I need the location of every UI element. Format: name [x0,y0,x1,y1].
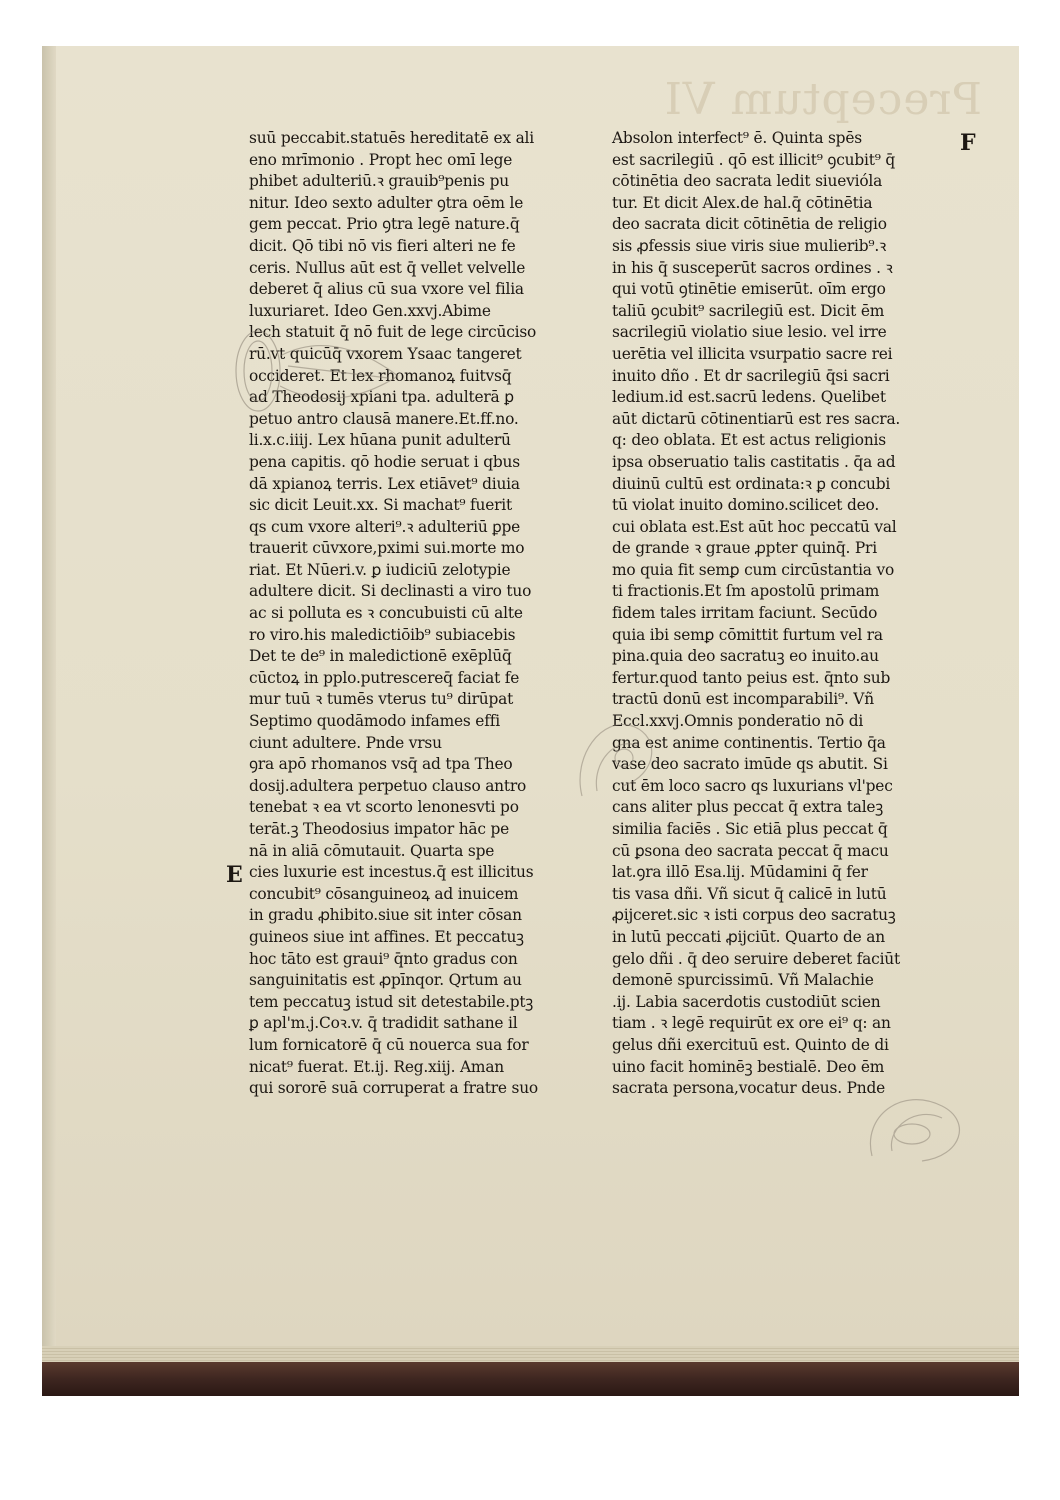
left-column-line: guineos siue int affines. Et peccatuꝫ [249,927,524,946]
text-column-left [249,128,594,1100]
right-column-line: taliū ꝯcubit⁹ sacrilegiū est. Dicit ēm [612,301,885,320]
left-column-line: gem peccat. Prio ꝯtra legē nature.q̄ [249,215,520,234]
left-column-line: Septimo quodāmodo infames effi [249,712,500,731]
left-column-line: eno mrīmonio . Propt hec omī lege [249,150,513,169]
left-column-line: suū peccabit.statuēs hereditatē ex ali [249,129,535,147]
right-column-line: ledium.id est.sacrū ledens. Quelibet [612,388,886,407]
right-column-line: .ij. Labia sacerdotis custodiūt scien [612,992,881,1011]
right-column-line: sacrilegiū violatio siue lesio. vel irre [612,323,887,342]
right-column-line: tur. Et dicit Alex.de hal.q̄ cōtinētia [612,193,873,212]
left-column-line: ac si polluta es ꝛ concubuisti cū alte [249,604,523,623]
left-column-line: lum fornicatorē q̄ cū nouerca sua for [249,1035,529,1054]
marginal-letter-left: E [226,862,243,888]
page-edges-bottom [42,1346,1019,1362]
page [42,46,1019,1361]
right-column-line: tractū donū est incomparabili⁹. Vñ [612,690,874,709]
right-column-line: sis ꝓfessis siue viris siue mulierib⁹.ꝛ [612,236,887,255]
left-column-line: in gradu ꝓhibito.siue sit inter cōsan [249,906,522,925]
right-column-line: gna est anime continentis. Tertio q̄a [612,733,886,752]
left-column-line: Det te de⁹ in maledictionē exēplūq̄ [249,647,512,666]
left-column-line: ciunt adultere. Pnde vrsu [249,733,442,752]
left-column-line: deberet q̄ alius cū sua vxore vel filia [249,280,524,299]
right-column-line: qui votū ꝯtinētie emiserūt. oīm ergo [612,280,886,299]
right-column-line: fertur.quod tanto peius est. q̄nto sub [612,668,891,687]
right-column-line: quia ibi semꝑ cōmittit furtum vel ra [612,625,883,644]
left-column-line: cies luxurie est incestus.q̄ est illicitus [249,863,534,882]
left-column-line: mur tuū ꝛ tumēs vterus tu⁹ dirūpat [249,690,514,709]
left-column-line: petuo antro clausā manere.Et.ff.no. [249,409,519,428]
right-column-line: cū ꝑsona deo sacrata peccat q̄ macu [612,841,889,860]
left-column-line: phibet adulteriū.ꝛ grauib⁹penis pu [249,172,509,191]
left-column-line: nitur. Ideo sexto adulter ꝯtra oēm le [249,193,524,212]
right-column-line: mo quia fit semꝑ cum circūstantia vo [612,560,895,579]
left-column-line: pena capitis. qō hodie seruat i qbus [249,452,520,471]
right-column-line: gelo dñi . q̄ deo seruire deberet faciūt [612,949,900,968]
left-column-line: concubit⁹ cōsanguineoꝝ ad inuicem [249,884,519,903]
right-column-line: tū violat inuito domino.scilicet deo. [612,496,880,515]
left-column-line: nā in aliā cōmutauit. Quarta spe [249,841,495,860]
right-column-line: similia faciēs . Sic etiā plus peccat q̄ [612,820,888,838]
left-column-line: sic dicit Leuit.xx. Si machat⁹ fuerit [249,496,512,515]
left-column-line: riat. Et Nūeri.v. ꝑ iudiciū zelotypie [249,560,511,579]
right-column-line: vase deo sacrato imūde qs abutit. Si [612,755,888,774]
right-column-line: Absolon interfect⁹ ē. Quinta spēs [612,129,862,147]
right-column-line: in lutū peccati ꝓijciūt. Quarto de an [612,927,885,946]
left-column-line: lech statuit q̄ nō fuit de lege circūciso [249,323,537,342]
left-column-line: sanguinitatis est ꝓpīnqor. Qrtum au [249,971,522,990]
left-column-line: dicit. Qō tibi nō vis fieri alteri ne fe [249,236,516,255]
right-column-line: diuinū cultū est ordinata:ꝛ ꝑ concubi [612,474,891,493]
left-column-line: dosij.adultera perpetuo clauso antro [249,776,527,795]
left-column-line: qui sororē suā corruperat a fratre suo [249,1079,539,1098]
right-column-line: uino facit hominēꝫ bestialē. Deo ēm [612,1057,885,1076]
left-column-line: luxuriaret. Ideo Gen.xxvj.Abime [249,301,491,320]
left-column-line: tem peccatuꝫ istud sit detestabile.ptꝫ [249,992,534,1011]
left-column-line: ceris. Nullus aūt est q̄ vellet velvelle [249,258,526,277]
left-column-line: ro viro.his maledictiōib⁹ subiacebis [249,625,516,644]
left-column-line: li.x.c.iiij. Lex hūana punit adulterū [249,431,511,450]
left-column-line: qs cum vxore alteri⁹.ꝛ adulteriū ꝑpe [249,517,521,536]
right-column-line: cut ēm loco sacro qs luxurians vl'pec [612,776,893,795]
right-column-line: tis vasa dñi. Vñ sicut q̄ calicē in lutū [612,884,887,903]
right-column-line: demonē spurcissimū. Vñ Malachie [612,971,874,990]
right-column-line: ipsa obseruatio talis castitatis . q̄a ad [612,452,896,471]
right-column-line: cui oblata est.Est aūt hoc peccatū val [612,517,897,536]
right-column-line: ꝓijceret.sic ꝛ isti corpus deo sacratuꝫ [612,906,896,925]
left-column-line: ad Theodosij xpiani tpa. adulterā ꝑ [249,388,514,407]
right-column-line: sacrata persona,vocatur deus. Pnde [612,1079,886,1098]
right-column-line: deo sacrata dicit cōtinētia de religio [612,215,887,234]
right-column-line: est sacrilegiū . qō est illicit⁹ ꝯcubit⁹ q̄ [612,150,896,169]
left-column-line: tenebat ꝛ ea vt scorto lenonesvti po [249,798,519,817]
book-cover-edge [42,1362,1019,1396]
right-column-line: gelus dñi exercituū est. Quinto de di [612,1035,889,1054]
right-column-line: aūt dictarū cōtinentiarū est res sacra. [612,409,901,428]
left-column-line: nicat⁹ fuerat. Et.ij. Reg.xiij. Aman [249,1057,505,1076]
right-column-line: tiam . ꝛ legē requirūt ex ore ei⁹ q: an [612,1014,891,1033]
right-column-line: cans aliter plus peccat q̄ extra taleꝫ [612,798,883,817]
left-column-line: occideret. Et lex rhomanoꝝ fuitvsq̄ [249,366,512,385]
gutter-shadow [42,46,56,1361]
left-column-line: ꝯra apō rhomanos vsq̄ ad tpa Theo [249,755,513,774]
left-column-line: rū.vt quicūq̄ vxorem Ysaac tangeret [249,344,522,363]
right-column-line: uerētia vel illicita vsurpatio sacre rei [612,344,893,363]
right-column-line: fidem tales irritam faciunt. Secūdo [612,604,878,623]
right-column-line: Eccl.xxvj.Omnis ponderatio nō di [612,712,864,731]
left-column-line: terāt.ꝫ Theodosius impator hāc pe [249,820,510,838]
left-column-line: dā xpianoꝝ terris. Lex etiāvet⁹ diuia [249,474,520,493]
marginal-letter-right: F [960,130,976,156]
left-column-line: adultere dicit. Si declinasti a viro tuo [249,582,532,601]
left-column-line: ꝑ apl'm.j.Coꝛ.v. q̄ tradidit sathane il [249,1014,518,1033]
right-column-line: lat.ꝯra illō Esa.lij. Mūdamini q̄ fer [612,863,868,882]
right-column-line: pina.quia deo sacratuꝫ eo inuito.au [612,647,879,666]
left-column-line: trauerit cūvxore,pximi sui.morte mo [249,539,525,558]
right-column-line: inuito dño . Et dr sacrilegiū q̄si sacri [612,366,890,385]
show-through-running-head: Preceptum VI [663,74,982,125]
right-column-line: q: deo oblata. Et est actus religionis [612,431,886,450]
left-column-line: cūctoꝝ in pplo.putrescereq̄ faciat fe [249,668,520,687]
right-column-line: in his q̄ susceperūt sacros ordines . ꝛ [612,258,893,277]
right-column-line: de grande ꝛ graue ꝓpter quinq̄. Pri [612,539,877,558]
text-column-right [612,128,967,1100]
right-column-line: ti fractionis.Et ſm apostolū primam [612,582,880,601]
left-column-line: hoc tāto est graui⁹ q̄nto gradus con [249,949,518,968]
book-scan [42,46,1019,1396]
right-column-line: cōtinētia deo sacrata ledit siuevióla [612,172,883,191]
